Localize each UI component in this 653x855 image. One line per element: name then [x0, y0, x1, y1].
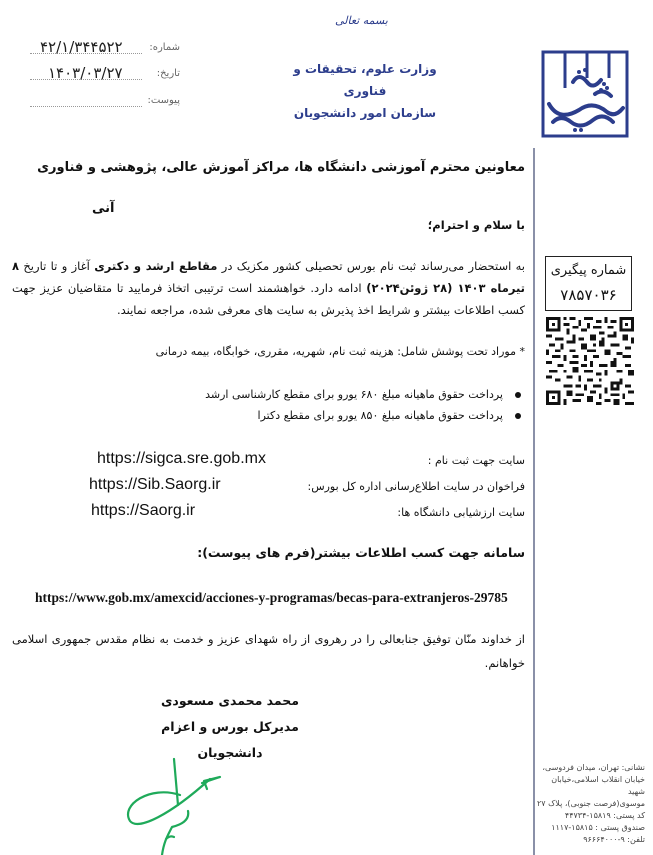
dotted-line: [30, 106, 142, 107]
address-line: نشانی: تهران، میدان فردوسی،: [542, 763, 645, 772]
registration-link[interactable]: https://sigca.sre.gob.mx: [97, 450, 266, 467]
address-line: خیابان انقلاب اسلامی،خیابان شهید: [551, 775, 645, 796]
site-row-registration: [97, 450, 525, 472]
organization-logo-icon: [535, 38, 635, 138]
announcement-link[interactable]: https://Sib.Saorg.ir: [89, 476, 221, 493]
evaluation-link[interactable]: https://Saorg.ir: [91, 502, 196, 519]
signature-icon: [110, 755, 230, 855]
main-paragraph: [12, 255, 525, 321]
tracking-number: ۷۸۵۷۰۳۶: [560, 286, 617, 304]
paragraph-emphasis: مقاطع ارشد و دکتری: [94, 259, 218, 273]
letter-number-label: شماره:: [149, 42, 180, 53]
po-box: صندوق پستی : ۱۵۸۱۵-۱۱۱۷: [551, 823, 645, 832]
ministry-name: وزارت علوم، تحقیقات و فناوری: [293, 62, 437, 98]
closing-paragraph: از خداوند منّان توفیق جنابعالی را در رهروی از راه شهدای عزیز و خدمت به نظام مقدس جمهوری اسلامی خواهانم.: [12, 632, 525, 670]
addressee: معاونین محترم آموزشی دانشگاه ها، مراکز آموزش عالی، پژوهشی و فناوری: [37, 160, 525, 175]
site-row-evaluation: [91, 502, 525, 524]
site-label: سایت جهت ثبت نام :: [427, 454, 525, 467]
address-line: موسوی(فرصت جنوبی)، پلاک ۲۷: [537, 799, 645, 808]
ministry-header: [270, 58, 460, 124]
paragraph-text: به استحضار می‌رساند ثبت نام بورس تحصیلی کشور مکزیک در: [217, 259, 526, 273]
invocation-text: بسمه تعالی: [335, 14, 388, 27]
covered-items: * موراد تحت پوشش شامل: هزینه ثبت نام، شهریه، مقرری، خوابگاه، بیمه درمانی: [155, 345, 525, 358]
site-label: سایت ارزشیابی دانشگاه ها:: [397, 506, 525, 519]
greeting: با سلام و احترام؛: [427, 218, 525, 232]
paragraph-text: آغاز و تا تاریخ: [19, 259, 95, 273]
list-item: پرداخت حقوق ماهیانه مبلغ ۸۵۰ یورو برای مقطع دکترا: [185, 405, 525, 426]
more-info-link[interactable]: https://www.gob.mx/amexcid/acciones-y-programas/becas-para-extranjeros-29785: [35, 590, 508, 605]
letter-date-value: ۱۴۰۳/۰۳/۲۷: [48, 64, 123, 82]
attachment-label: پیوست:: [147, 95, 180, 106]
tracking-label: شماره پیگیری: [550, 263, 627, 278]
deadline-date: ۸ تیرماه ۱۴۰۳ (۲۸ ژوئن۲۰۲۴): [12, 259, 526, 295]
qr-code-icon[interactable]: [545, 317, 635, 405]
letter-date-label: تاریخ:: [156, 68, 180, 79]
stipend-list: [185, 384, 525, 426]
site-row-announcement: [89, 476, 525, 498]
signer-title: مدیرکل بورس و اعزام دانشجویان: [161, 719, 299, 760]
list-item: پرداخت حقوق ماهیانه مبلغ ۶۸۰ یورو برای مقطع کارشناسی ارشد: [185, 384, 525, 405]
postal-code: کد پستی: ۱۵۸۱۹-۴۴۷۳۴: [564, 811, 645, 820]
organization-name: سازمان امور دانشجویان: [293, 106, 437, 120]
paragraph-text: ادامه دارد. خواهشمند است ترتیبی اتخاذ فرمایید تا متقاضیان عزیز جهت کسب اطلاعات بیشتر و شرایط اخذ پذیرش به سایت های معرفی شده، مراجعه نمایند.: [12, 281, 525, 317]
more-info-title: سامانه جهت کسب اطلاعات بیشتر(فرم های پیوست):: [197, 545, 525, 560]
priority-label: آنی: [92, 201, 115, 216]
footer-address: [537, 762, 645, 846]
phone-number: تلفن: ۹-۹۶۶۶۴۰۰۰: [583, 835, 645, 844]
site-label: فراخوان در سایت اطلاع‌رسانی اداره کل بورس:: [307, 480, 525, 493]
signer-name: محمد محمدی مسعودی: [160, 693, 300, 708]
vertical-divider: [533, 148, 535, 855]
attachment-field: [30, 91, 180, 111]
letter-date-field: [30, 64, 180, 84]
letter-number-field: [30, 38, 180, 58]
letter-number-value: ۴۲/۱/۳۴۴۵۲۲: [40, 38, 123, 56]
tracking-number-box: [545, 256, 632, 311]
